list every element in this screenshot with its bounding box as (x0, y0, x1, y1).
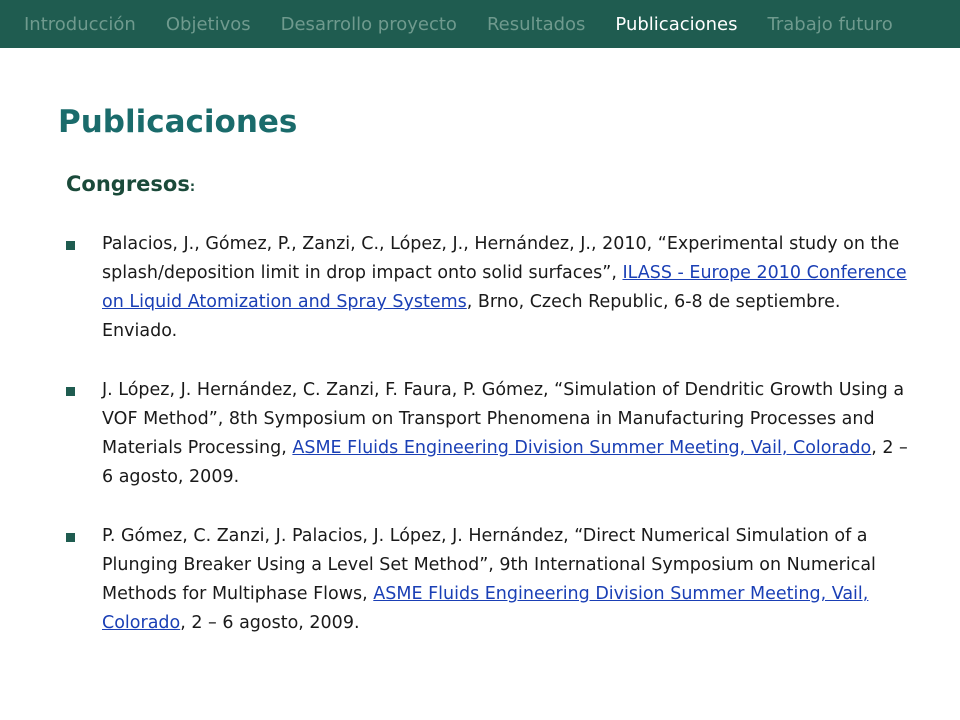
nav-item-desarrollo-proyecto[interactable]: Desarrollo proyecto (280, 14, 457, 35)
publication-citation-2 (102, 376, 918, 492)
citation-text: Palacios, J., Gómez, P., Zanzi, C., López, J., Hernández, J., 2010, “Experimental study on the splash/deposition limit in drop impact onto solid surfaces”, (102, 234, 900, 283)
conference-link-3[interactable]: ASME Fluids Engineering Division Summer Meeting, Vail, Colorado (102, 584, 869, 633)
citation-text: J. López, J. Hernández, C. Zanzi, F. Faura, P. Gómez, “Simulation of Dendritic Growth Using a VOF Method”, 8th Symposium on Transport Phenomena in Manufacturing Processes and Materials Processing, (102, 380, 905, 458)
nav-item-resultados[interactable]: Resultados (486, 14, 586, 35)
citation-text-end: , Brno, Czech Republic, 6-8 de septiembre. Enviado. (102, 292, 841, 341)
subtitle-colon: : (189, 180, 196, 195)
nav-item-introduccion[interactable]: Introducción (24, 14, 136, 35)
citation-text-end: , 2 – 6 agosto, 2009. (180, 613, 360, 633)
publication-citation-1 (102, 230, 918, 346)
section-subtitle (66, 172, 195, 196)
nav-item-objetivos[interactable]: Objetivos (165, 14, 251, 35)
square-bullet-icon (66, 533, 75, 542)
top-navigation-bar (0, 0, 960, 48)
nav-item-trabajo-futuro[interactable]: Trabajo futuro (767, 14, 893, 35)
square-bullet-icon (66, 387, 75, 396)
square-bullet-icon (66, 241, 75, 250)
citation-text-end: , 2 – 6 agosto, 2009. (102, 438, 908, 487)
subtitle-text: Congresos (66, 172, 190, 196)
publication-citation-3 (102, 522, 918, 638)
citation-text: P. Gómez, C. Zanzi, J. Palacios, J. López, J. Hernández, “Direct Numerical Simulation of a Plunging Breaker Using a Level Set Method”, 9th International Symposium on Numerical Methods for Multiphase Flows, (102, 526, 876, 604)
nav-item-publicaciones[interactable]: Publicaciones (615, 14, 738, 35)
page-title: Publicaciones (58, 104, 298, 140)
conference-link-1[interactable]: ILASS - Europe 2010 Conference on Liquid Atomization and Spray Systems (102, 263, 907, 312)
conference-link-2[interactable]: ASME Fluids Engineering Division Summer Meeting, Vail, Colorado (292, 438, 872, 458)
